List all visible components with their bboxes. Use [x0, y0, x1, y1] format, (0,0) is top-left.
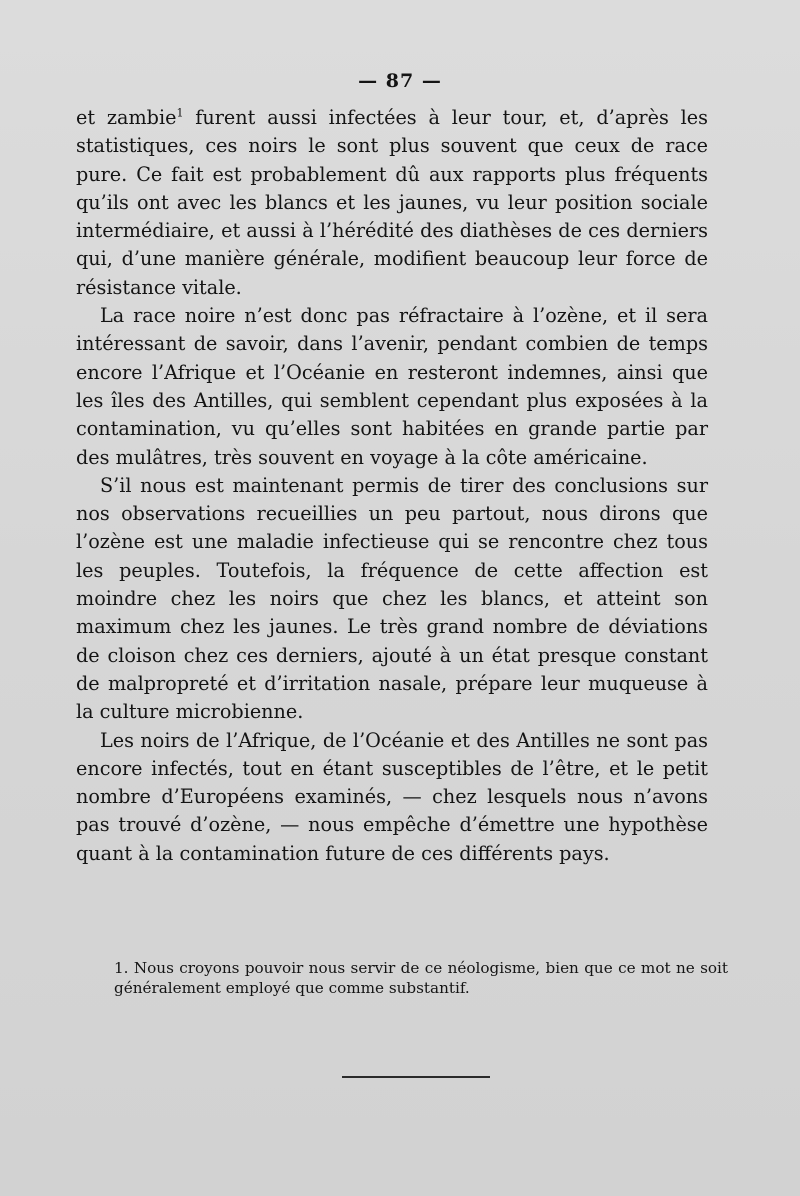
paragraph-1 [76, 104, 708, 302]
page-number: — 87 — [358, 70, 442, 92]
footnote-reference[interactable]: 1 [176, 106, 184, 120]
end-rule [342, 1076, 490, 1078]
paragraph-1-start: et zambie [76, 106, 177, 129]
footnote-text: 1. Nous croyons pouvoir nous servir de ce néologisme, bien que ce mot ne soit généralement employé que comme substantif. [114, 959, 728, 997]
paragraph-4: Les noirs de l’Afrique, de l’Océanie et des Antilles ne sont pas encore infectés, tout en étant susceptibles de l’être, et le petit nombre d’Européens examinés, — chez lesquels nous n’avons pas trouvé d’ozène, — nous empêche d’émettre une hypothèse quant à la contamination future de ces différents pays. [76, 728, 708, 865]
paragraph-3: S’il nous est maintenant permis de tirer des conclusions sur nos observations recueillies un peu partout, nous dirons que l’ozène est une maladie infectieuse qui se rencontre chez tous les peuples. Toutefois, la fréquence de cette affection est moindre chez les noirs que chez les blancs, et atteint son maximum chez les jaunes. Le très grand nombre de déviations de cloison chez ces derniers, ajouté à un état presque constant de malpropreté et d’irritation nasale, prépare leur muqueuse à la culture microbienne. [76, 473, 708, 724]
footnote [94, 958, 728, 998]
body-text [76, 104, 708, 868]
paragraph-2: La race noire n’est donc pas réfractaire à l’ozène, et il sera intéressant de savoir, dans l’avenir, pendant combien de temps encore l’Afrique et l’Océanie en resteront indemnes, ainsi que les îles des Antilles, qui semblent cependant plus exposées à la contamination, vu qu’elles sont habitées en grande partie par des mulâtres, très souvent en voyage à la côte américaine. [76, 304, 708, 469]
paragraph-1-rest: furent aussi infectées à leur tour, et, d’après les statistiques, ces noirs le sont plus souvent que ceux de race pure. Ce fait est probablement dû aux rapports plus fréquents qu’ils ont avec les blancs et les jaunes, vu leur position sociale intermédiaire, et aussi à l’hérédité des diathèses de ces derniers qui, d’une manière générale, modifient beaucoup leur force de résistance vitale. [76, 106, 708, 299]
